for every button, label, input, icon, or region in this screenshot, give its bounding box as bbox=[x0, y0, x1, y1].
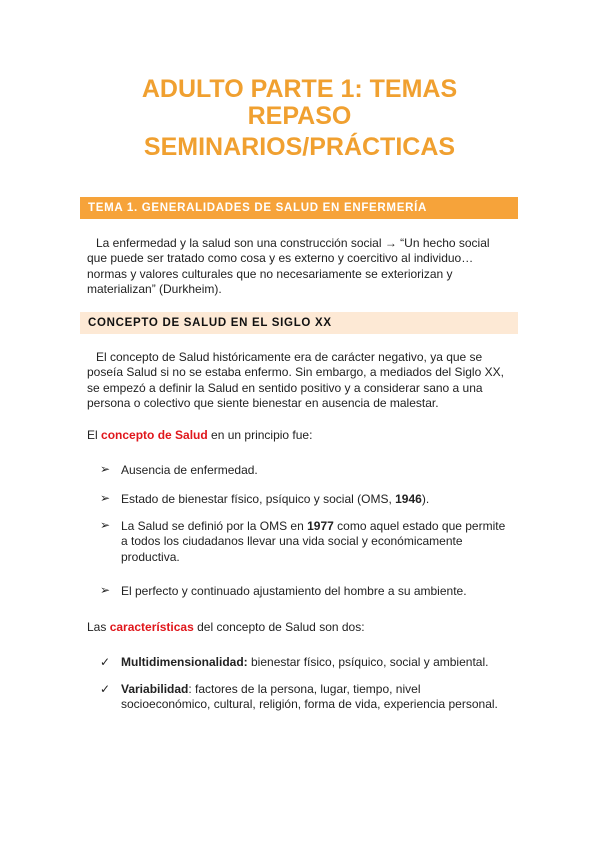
bullet-text bbox=[121, 519, 505, 534]
concepto-intro-pre: El bbox=[87, 428, 102, 442]
checkmark-icon: ✓ bbox=[100, 655, 111, 669]
arrow-bullet-icon: ➢ bbox=[100, 518, 111, 532]
arrow-bullet-icon: ➢ bbox=[100, 462, 111, 476]
bullet-year: 1977 bbox=[307, 519, 334, 533]
caracteristicas-intro-post: del concepto de Salud son dos: bbox=[193, 620, 365, 634]
check-text bbox=[121, 682, 421, 697]
document-title-line-2: REPASO bbox=[247, 102, 352, 130]
concepto-highlight: concepto de Salud bbox=[101, 428, 208, 442]
bullet-text-line-2: a todos los ciudadanos llevar una vida social y económicamente bbox=[121, 534, 463, 549]
paragraph-line: materializan” (Durkheim). bbox=[87, 281, 222, 296]
paragraph-concepto-historico bbox=[87, 350, 527, 411]
paragraph-line: que puede ser tratado como cosa y es externo y coercitivo al individuo… bbox=[87, 251, 474, 266]
check-text-line-2: socioeconómico, cultural, religión, forma de vida, experiencia personal. bbox=[121, 697, 498, 712]
paragraph-line: La enfermedad y la salud son una construcción social → “Un hecho social bbox=[96, 236, 490, 250]
check-term: Variabilidad bbox=[121, 682, 189, 696]
paragraph-line: poseía Salud si no se estaba enfermo. Sin embargo, a mediados del Siglo XX, bbox=[87, 365, 504, 380]
caracteristicas-intro bbox=[87, 620, 527, 635]
document-title-line-1: ADULTO PARTE 1: TEMAS bbox=[141, 75, 458, 103]
arrow-bullet-icon: ➢ bbox=[100, 583, 111, 597]
section-heading-tema1: TEMA 1. GENERALIDADES DE SALUD EN ENFERMERÍA bbox=[80, 197, 518, 219]
bullet-text: El perfecto y continuado ajustamiento del hombre a su ambiente. bbox=[121, 584, 467, 598]
check-definition: : factores de la persona, lugar, tiempo, nivel bbox=[188, 682, 421, 696]
concepto-intro bbox=[87, 428, 527, 443]
concepto-intro-post: en un principio fue: bbox=[207, 428, 313, 442]
bullet-text-pre: Estado de bienestar físico, psíquico y social (OMS, bbox=[121, 492, 396, 506]
paragraph-line: normas y valores culturales que no necesariamente se exteriorizan y bbox=[87, 266, 453, 281]
paragraph-line: persona o colectivo que siente bienestar en ausencia de malestar. bbox=[87, 395, 439, 410]
bullet-text-post: como aquel estado que permite bbox=[333, 519, 506, 533]
paragraph-line: se empezó a definir la Salud en sentido positivo y a considerar sano a una bbox=[87, 380, 483, 395]
bullet-text-pre: La Salud se definió por la OMS en bbox=[121, 519, 308, 533]
caracteristicas-intro-pre: Las bbox=[87, 620, 110, 634]
caracteristicas-highlight: características bbox=[109, 620, 194, 634]
document-title-line-3: SEMINARIOS/PRÁCTICAS bbox=[143, 133, 456, 161]
arrow-bullet-icon: ➢ bbox=[100, 491, 111, 505]
bullet-year: 1946 bbox=[395, 492, 422, 506]
check-text bbox=[121, 655, 488, 670]
paragraph-durkheim bbox=[87, 236, 527, 297]
paragraph-line: El concepto de Salud históricamente era de carácter negativo, ya que se bbox=[96, 350, 483, 364]
section-heading-concepto-salud: CONCEPTO DE SALUD EN EL SIGLO XX bbox=[80, 312, 518, 334]
bullet-text-line-3: productiva. bbox=[121, 549, 180, 564]
bullet-text: Ausencia de enfermedad. bbox=[121, 463, 258, 477]
check-definition: bienestar físico, psíquico, social y ambiental. bbox=[247, 655, 489, 669]
bullet-text-post: ). bbox=[421, 492, 430, 506]
checkmark-icon: ✓ bbox=[100, 682, 111, 696]
bullet-text bbox=[121, 492, 429, 507]
check-term: Multidimensionalidad: bbox=[121, 655, 248, 669]
